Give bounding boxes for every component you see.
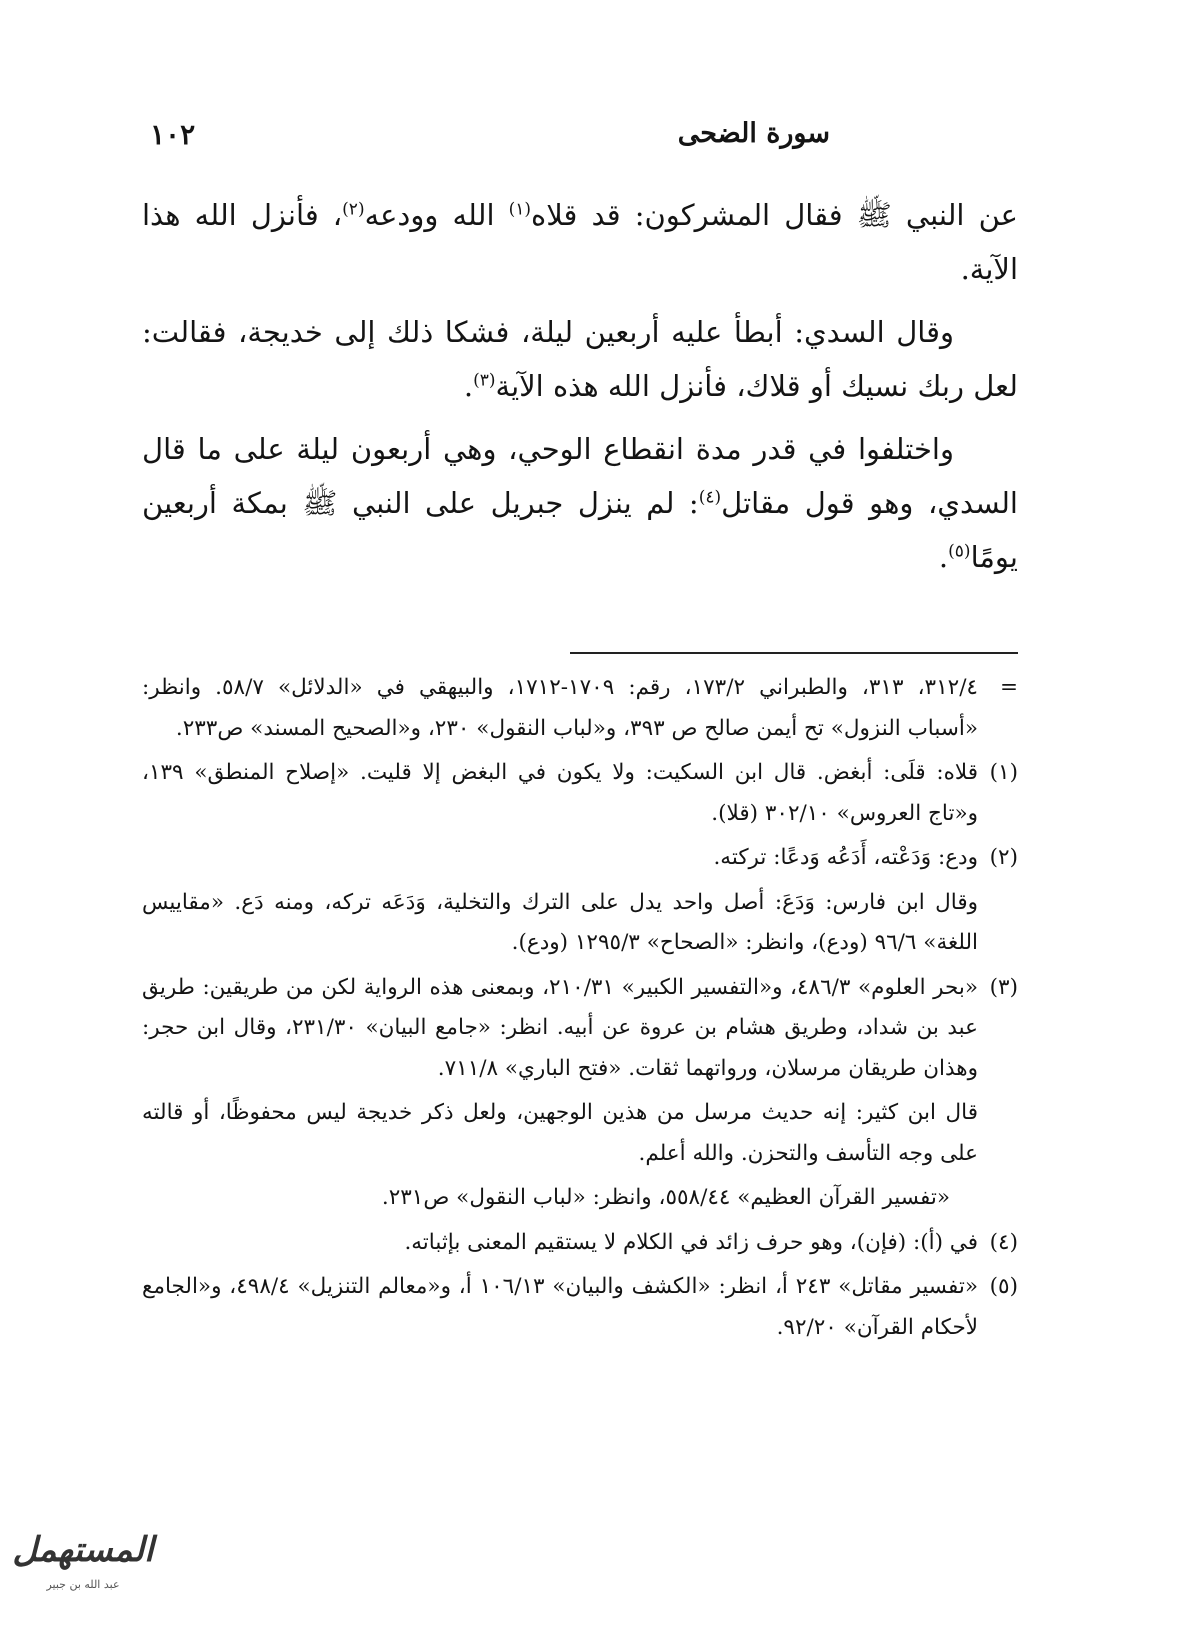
footnote-ref-1: (١) [508,199,532,220]
footnote-continuation: = ٣١٢/٤، ٣١٣، والطبراني ١٧٣/٢، رقم: ١٧٠٩-١٧١٢، والبيهقي في «الدلائل» ٥٨/٧. وانظر: «أسباب النزول» تح أيمن صالح ص ٣٩٣، و«لباب النقول» ٢٣٠، و«الصحيح المسند» ص٢٣٣. [142,668,1018,749]
continuation-mark: = [999,675,1018,700]
stamp-logo: المستهمل [12,1530,154,1570]
footnotes [142,668,1018,1352]
page-header [150,118,1010,168]
footnote-ref-2: (٢) [342,199,365,220]
library-stamp [8,1530,158,1610]
stamp-subtext: عبد الله بن جبير [46,1578,120,1591]
footnote-4: (٤) في (أ): (فإن)، وهو حرف زائد في الكلام لا يستقيم المعنى بإثباته. [404,1229,1018,1255]
footnote-ref-5: (٥) [948,541,971,562]
paragraph-2: وقال السدي: أبطأ عليه أربعين ليلة، فشكا ذلك إلى خديجة، فقالت: لعل ربك نسيك أو قلاك، فأنزل الله هذه الآية$^{(٣)}$. [142,315,1018,403]
footnote-ref-4: (٤) [698,487,722,508]
footnote-3-citation: «تفسير القرآن العظيم» ٥٥٨/٤٤، وانظر: «لباب النقول» ص٢٣١. [381,1185,950,1210]
footnote-1: (١) قلاه: قلَى: أبغض. قال ابن السكيت: ولا يكون في البغض إلا قليت. «إصلاح المنطق» ١٣٩، و«تاج العروس» ٣٠٢/١٠ (قلا). [142,760,1018,826]
footnote-2: (٢) ودع: وَدَعْته، أَدَعُه وَدعًا: تركته. [713,845,1018,870]
paragraph-3: واختلفوا في قدر مدة انقطاع الوحي، وهي أربعون ليلة على ما قال السدي، وهو قول مقاتل$^{(٤)}$: لم ينزل جبريل على النبي ﷺ بمكة أربعين يومًا$^{(٥)}$. [142,432,1018,574]
page-number: ١٠٢ [150,118,196,151]
footnote-5: (٥) «تفسير مقاتل» ٢٤٣ أ، انظر: «الكشف والبيان» ١٠٦/١٣ أ، و«معالم التنزيل» ٤٩٨/٤، و«الجامع لأحكام القرآن» ٩٢/٢٠. [142,1274,1018,1340]
footnote-3: (٣) «بحر العلوم» ٤٨٦/٣، و«التفسير الكبير» ٢١٠/٣١، وبمعنى هذه الرواية لكن من طريقين: طريق عبد بن شداد، وطريق هشام بن عروة عن أبيه. انظر: «جامع البيان» ٢٣١/٣٠، وقال ابن حجر: وهذان طريقان مرسلان، ورواتهما ثقات. «فتح الباري» ٧١١/٨. [142,974,1018,1081]
surah-title: سورة الضحى [677,118,830,149]
footnote-3-continuation: قال ابن كثير: إنه حديث مرسل من هذين الوجهين، ولعل ذكر خديجة ليس محفوظًا، أو قالته على وجه التأسف والتحزن. والله أعلم. [142,1100,978,1166]
paragraph-1: عن النبي ﷺ فقال المشركون: قد قلاه$^{(١)}$ الله وودعه$^{(٢)}$، فأنزل الله هذا الآية. [142,198,1018,286]
footnote-ref-3: (٣) [473,370,496,391]
footnote-separator [570,652,1018,654]
footnote-2-continuation: وقال ابن فارس: وَدَعَ: أصل واحد يدل على الترك والتخلية، وَدَعَه تركه، ومنه دَع. «مقاييس اللغة» ٩٦/٦ (ودع)، وانظر: «الصحاح» ١٢٩٥/٣ (ودع). [142,889,978,955]
main-text [142,188,1018,593]
